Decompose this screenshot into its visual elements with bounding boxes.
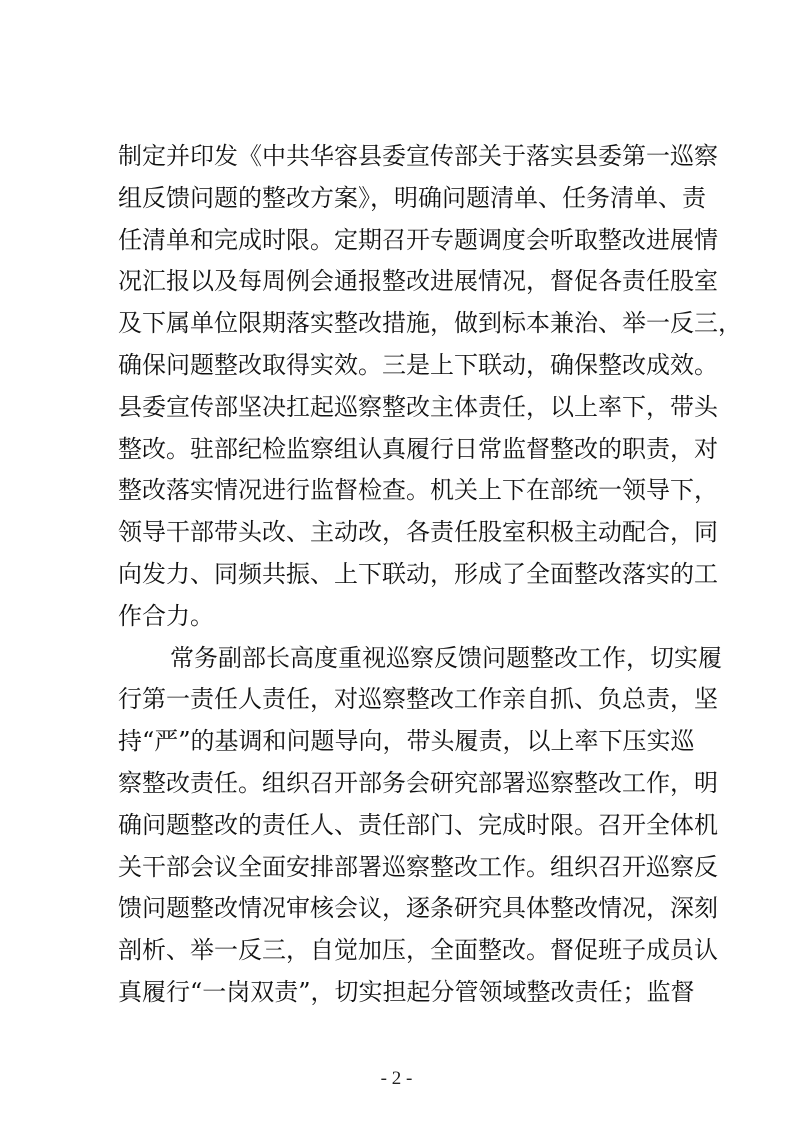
text-line: 持“严”的基调和问题导向，带头履责，以上率下压实巡 bbox=[118, 727, 695, 756]
text-line: 行第一责任人责任，对巡察整改工作亲自抓、负总责，坚 bbox=[118, 685, 718, 714]
body-text bbox=[118, 136, 742, 1014]
text-line: 整改。驻部纪检监察组认真履行日常监督整改的职责，对 bbox=[118, 434, 718, 463]
text-line: 整改落实情况进行监督检查。机关上下在部统一领导下， bbox=[118, 476, 718, 505]
text-line: 常务副部长高度重视巡察反馈问题整改工作，切实履 bbox=[170, 643, 722, 672]
text-line: 关干部会议全面安排部署巡察整改工作。组织召开巡察反 bbox=[118, 852, 718, 881]
text-line: 馈问题整改情况审核会议，逐条研究具体整改情况，深刻 bbox=[118, 894, 718, 923]
text-line: 确保问题整改取得实效。三是上下联动，确保整改成效。 bbox=[118, 350, 718, 379]
text-line: 任清单和完成时限。定期召开专题调度会听取整改进展情 bbox=[118, 225, 718, 254]
page-number: - 2 - bbox=[380, 1068, 413, 1089]
text-line: 县委宣传部坚决扛起巡察整改主体责任，以上率下，带头 bbox=[118, 392, 718, 421]
text-line: 组反馈问题的整改方案》，明确问题清单、任务清单、责 bbox=[118, 183, 706, 212]
text-line: 作合力。 bbox=[118, 601, 214, 630]
text-line: 领导干部带头改、主动改，各责任股室积极主动配合，同 bbox=[118, 518, 718, 547]
text-line: 制定并印发《中共华容县委宣传部关于落实县委第一巡察 bbox=[118, 142, 718, 170]
text-line: 及下属单位限期落实整改措施，做到标本兼治、举一反三， bbox=[118, 309, 742, 338]
text-line: 向发力、同频共振、上下联动，形成了全面整改落实的工 bbox=[118, 559, 718, 588]
paragraph-2 bbox=[118, 638, 722, 1014]
text-line: 真履行“一岗双责”，切实担起分管领域整改责任；监督 bbox=[118, 977, 695, 1006]
paragraph-1 bbox=[118, 136, 742, 638]
text-line: 况汇报以及每周例会通报整改进展情况，督促各责任股室 bbox=[118, 267, 718, 296]
text-line: 察整改责任。组织召开部务会研究部署巡察整改工作，明 bbox=[118, 768, 718, 797]
text-line: 确问题整改的责任人、责任部门、完成时限。召开全体机 bbox=[118, 810, 718, 839]
text-line: 剖析、举一反三，自觉加压，全面整改。督促班子成员认 bbox=[118, 936, 718, 965]
